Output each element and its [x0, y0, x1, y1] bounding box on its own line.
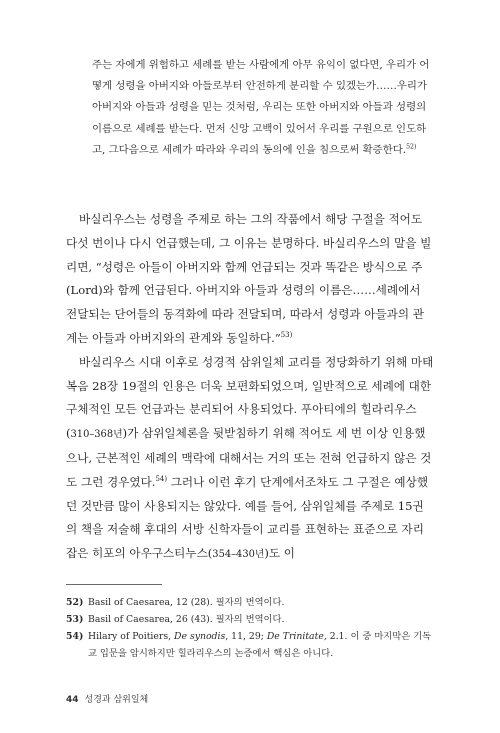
footnote-text: [88, 628, 436, 662]
footnote-text-a: Basil of Caesarea, 26 (43). 필자의 번역이다.: [88, 614, 285, 625]
hilary-dates: 310–368년: [70, 429, 123, 441]
paragraph-1-text: 바실리우스는 성령을 주제로 하는 그의 작품에서 해당 구절을 적어도 다섯 번이나 다시 언급했는데, 그 이유는 분명하다. 바실리우스의 말을 빌리면, “성령은 아들이 아버지와 함께 언급되는 것과 똑같은 방식으로 주(Lord)와 함께 언급된다. 아버지와 아들과 성령의 이름은……세례에서 전달되는 단어들의 동격화에 따라 전달되며, 따라서 성령과 아들과의 관계는 아들과 아버지와의 관계와 동일하다.”: [66, 212, 432, 345]
footnote-ref-54[interactable]: 54): [155, 474, 168, 483]
footnote-text: [88, 611, 436, 628]
paragraph-2-part2: )가 삼위일체론을 뒷받침하기 위해 적어도 세 번 이상 인용했으나, 근본적인 세례의 맥락에 대해서는 거의 또는 전혀 언급하지 않은 것도 그런 경우였다.: [66, 426, 432, 489]
block-quote: [92, 55, 432, 161]
page-number: 44: [66, 695, 79, 705]
footnote-title-de-trinitate: De Trinitate: [266, 631, 324, 642]
running-title: 성경과 삼위일체: [84, 695, 149, 705]
footnote-ref-52[interactable]: 52): [406, 143, 417, 151]
footnote-text: [88, 594, 436, 611]
footnote-52: [66, 594, 436, 611]
footnote-divider: [66, 584, 162, 585]
footnote-text-a: Basil of Caesarea, 12 (28). 필자의 번역이다.: [88, 597, 285, 608]
footnote-number: 54): [66, 631, 84, 642]
footnote-ref-53[interactable]: 53): [280, 331, 293, 340]
paragraph-2-part1: 바실리우스 시대 이후로 성경적 삼위일체 교리를 정당화하기 위해 마태복음 28장 19절의 인용은 더욱 보편화되었으며, 일반적으로 세례에 대한 구체적인 모든 언급과는 분리되어 사용되었다. 푸아티에의 힐라리우스(: [66, 354, 434, 441]
footnote-title-de-synodis: De synodis: [174, 631, 226, 642]
footnotes: [66, 594, 436, 662]
paragraph-2-part4: )도 이: [264, 546, 295, 561]
footnote-54: [66, 628, 436, 662]
footnote-text-c: , 2.1. 이 중 마지막은 기독교 입문을 암시하지만 힐라리우스의 논증에서 핵심은 아니다.: [88, 631, 432, 659]
footnote-text-b: , 11, 29;: [225, 631, 267, 642]
paragraph-2-part3: 그러나 이런 후기 단계에서조차도 그 구절은 예상했던 것만큼 많이 사용되지는 않았다. 예를 들어, 삼위일체를 주제로 15권의 책을 저술해 후대의 서방 신학자들이 교리를 표현하는 표준으로 자리 잡은 히포의 아우구스티누스(: [66, 474, 429, 561]
quote-text: 주는 자에게 위험하고 세례를 받는 사람에게 아무 유익이 없다면, 우리가 어떻게 성령을 아버지와 아들로부터 안전하게 분리할 수 있겠는가……우리가 아버지와 아들과 성령을 믿는 것처럼, 우리는 또한 아버지와 아들과 성령의 이름으로 세례를 받는다. 먼저 신앙 고백이 있어서 우리를 구원으로 인도하고, 그다음으로 세례가 따라와 우리의 동의에 인을 침으로써 확증한다.: [92, 59, 430, 156]
footnote-number: 52): [66, 597, 84, 608]
page-footer: [66, 692, 148, 705]
footnote-53: [66, 611, 436, 628]
footnote-text-a: Hilary of Poitiers,: [88, 631, 175, 642]
paragraph-1: [66, 208, 434, 351]
augustine-dates: 354–430년: [212, 549, 265, 561]
quote-paragraph: [92, 55, 432, 161]
paragraph-2: [66, 351, 434, 567]
footnote-number: 53): [66, 614, 84, 625]
body-text: [66, 208, 434, 567]
